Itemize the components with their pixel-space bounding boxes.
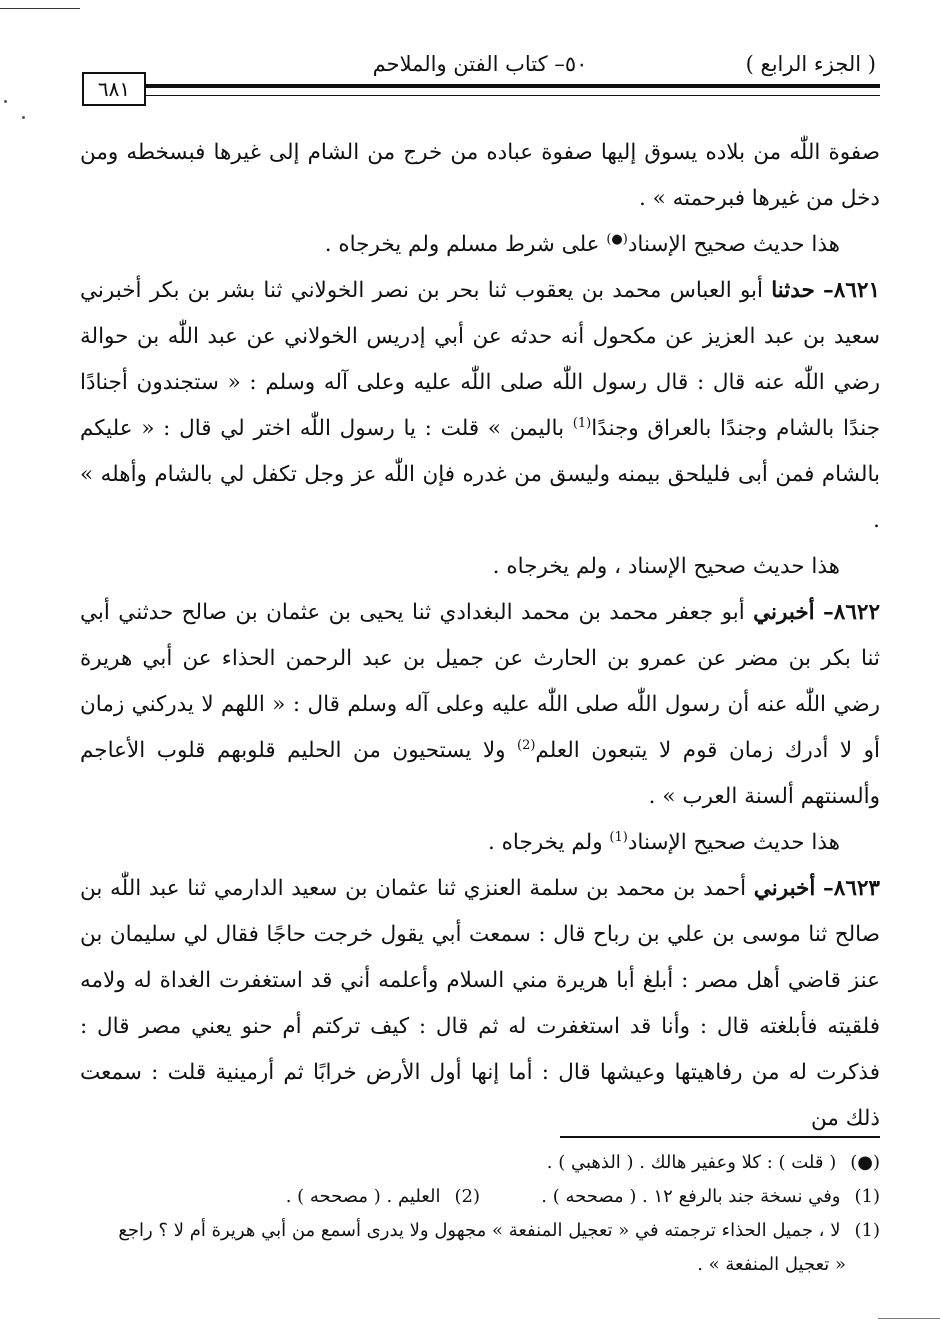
paragraph-text: على شرط مسلم ولم يخرجاه . [324,232,607,257]
footnote-text: لا ، جميل الحذاء ترجمته في « تعجيل المنفعة » مجهول ولا يدرى أسمع من أبي هريرة أم لا ؟ راجع [118,1220,841,1241]
paragraph-text: أبو العباس محمد بن يعقوب ثنا بحر بن نصر الخولاني ثنا بشر بن بكر أخبرني سعيد بن عبد العزيز عن مكحول أنه حدثه عن أبي إدريس الخولاني عن عبد اللّٰه بن حوالة رضي اللّٰه عنه قال : قال رسول اللّٰه صلى اللّٰه عليه وعلى آله وسلم : « ستجندون أجنادًا جندًا بالشام وجندًا بالعراق وجندًا [80,278,880,441]
paragraph-text: هذا حديث صحيح الإسناد [627,232,840,257]
footnotes [80,1146,880,1282]
footnote-separator [560,1136,880,1138]
hadith-8622 [80,590,880,820]
grading-paragraph [80,222,880,268]
footnote [80,1180,480,1214]
hadith-number: ٨٦٢٢– [823,600,880,625]
footnote-ref: (1) [572,415,592,431]
lead-word: أخبرني [753,600,815,625]
lead-word: حدثنا [771,278,815,303]
paragraph-text: صفوة اللّٰه من بلاده يسوق إليها صفوة عباده من خرج من الشام إلى غيرها فبسخطه ومن دخل من غيرها فبرحمته » . [80,140,880,211]
footnote [80,1214,880,1248]
hadith-number: ٨٦٢١– [823,278,880,303]
volume-label: ( الجزء الرابع ) [745,52,876,76]
hadith-8623 [80,866,880,1142]
footnote [80,1146,880,1180]
footnote-text: وفي نسخة جند بالرفع ١٢ . ( مصححه ) . [541,1186,841,1207]
footnote-text: ( قلت ) : كلا وعفير هالك . ( الذهبي ) . [546,1152,837,1173]
paragraph-text: هذا حديث صحيح الإسناد ، ولم يخرجاه . [492,554,840,579]
scan-artifact-line [0,8,80,9]
lead-word: أخبرني [753,876,816,901]
hadith-8621 [80,268,880,544]
paragraph [80,130,880,222]
footnote-marker: (●) [850,1152,880,1173]
chapter-title: ٥٠– كتاب الفتن والملاحم [372,52,588,76]
grading-paragraph [80,820,880,866]
footnote-ref: (1) [609,829,628,845]
hadith-number: ٨٦٢٣– [823,876,880,901]
paragraph-text: ولا يستحيون من الحليم قلوبهم قلوب الأعاجم وألسنتهم ألسنة العرب » . [80,738,880,809]
paragraph-text: هذا حديث صحيح الإسناد [627,830,840,855]
scan-artifact-dot [4,100,7,103]
footnote-marker: (2) [454,1186,480,1207]
footnote-marker: (1) [854,1220,880,1241]
footnote-text: « تعجيل المنفعة » . [697,1254,846,1275]
footnote-continuation [80,1248,880,1282]
footnote-text: العليم . ( مصححه ) . [285,1186,441,1207]
footnote-ref: (2) [516,737,536,753]
paragraph-text: باليمن » قلت : يا رسول اللّٰه اختر لي قال : « عليكم بالشام فمن أبى فليلحق بيمنه وليسق من غدره فإن اللّٰه عز وجل تكفل لي بالشام وأهله » . [80,416,880,533]
paragraph-text: أبو جعفر محمد بن محمد البغدادي ثنا يحيى بن عثمان بن صالح حدثني أبي ثنا بكر بن مضر عن عمرو بن الحارث عن جميل بن عبد الرحمن الحذاء عن أبي هريرة رضي اللّٰه عنه أن رسول اللّٰه صلى اللّٰه عليه وعلى آله وسلم قال : « اللهم لا يدركني زمان أو لا أدرك زمان قوم لا يتبعون العلم [80,600,880,763]
grading-paragraph [80,544,880,590]
footnote-marker: (1) [854,1186,880,1207]
footnote-ref: (●) [606,231,628,247]
scan-artifact-dot [22,116,25,119]
footnote [480,1180,880,1214]
page-number: ٦٨١ [82,72,146,106]
header-rule [146,84,880,96]
paragraph-text: أحمد بن محمد بن سلمة العنزي ثنا عثمان بن سعيد الدارمي ثنا عبد اللّٰه بن صالح ثنا موسى بن علي بن رباح قال : سمعت أبي يقول خرجت حاجًا فقال لي سليمان بن عنز قاضي أهل مصر : أبلغ أبا هريرة مني السلام وأعلمه أني قد استغفرت الغداة له ولامه فلقيته فأبلغته قال : وأنا قد استغفرت له ثم قال : كيف تركتم أم حنو يعني مصر قال : فذكرت له من رفاهيتها وعيشها قال : أما إنها أول الأرض خرابًا ثم أرمينية قلت : سمعت ذلك من [80,876,880,1131]
main-text [80,130,880,1142]
paragraph-text: ولم يخرجاه . [488,830,610,855]
page-header [80,50,880,80]
scan-artifact-line [878,1318,940,1319]
footnote-pair [80,1180,880,1214]
